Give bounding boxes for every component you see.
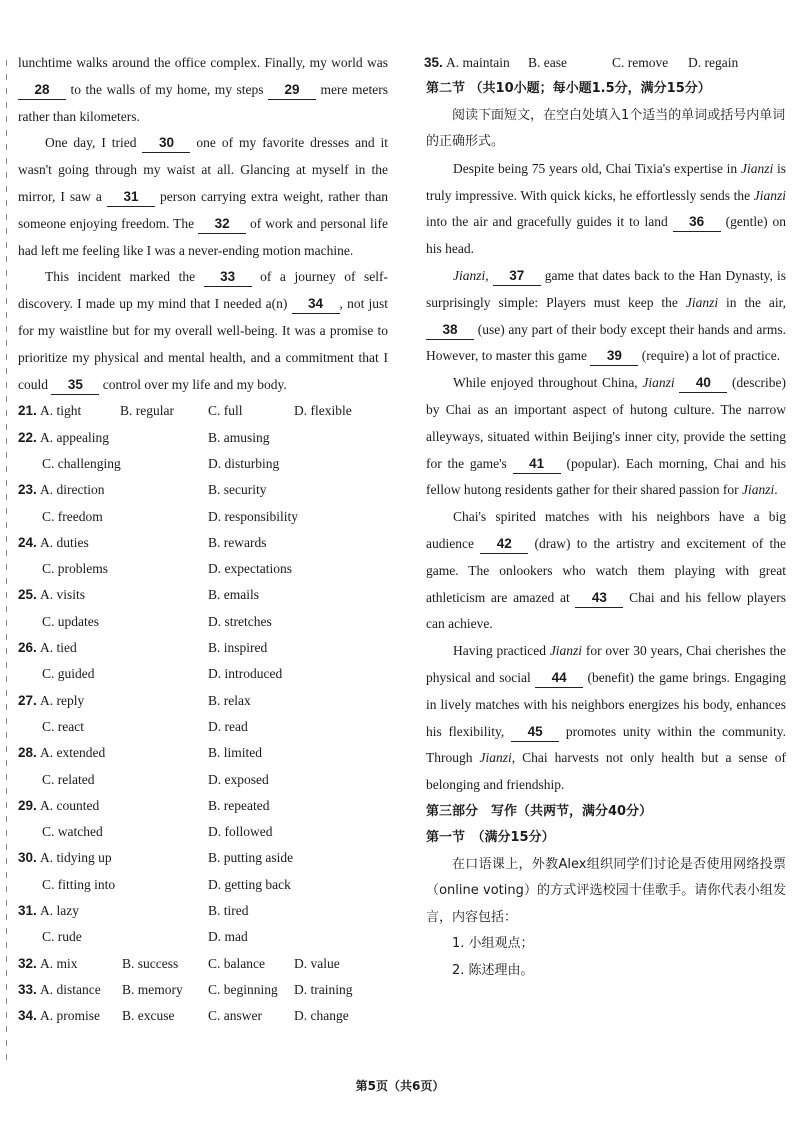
answer-blank-33[interactable]: 33 — [204, 268, 252, 287]
question-number: 25. — [18, 587, 37, 603]
paragraph-text: person carrying extra weight, rather than someone enjoying freedom. The — [18, 188, 388, 231]
option-b: B. regular — [120, 403, 174, 419]
option-b: B. success — [122, 955, 179, 971]
option-c: C. updates — [42, 613, 99, 629]
italic-term: Jianzi — [549, 643, 583, 659]
question-number: 29. — [18, 797, 37, 813]
option-d: D. exposed — [208, 771, 269, 787]
answer-blank-37[interactable]: 37 — [493, 267, 541, 286]
option-b: B. amusing — [208, 429, 270, 445]
option-d: D. getting back — [208, 876, 291, 892]
option-row — [18, 661, 388, 687]
answer-blank-45[interactable]: 45 — [511, 723, 559, 742]
answer-blank-35[interactable]: 35 — [51, 376, 99, 395]
option-b: B. tired — [208, 903, 249, 918]
cloze-passage — [18, 50, 388, 398]
option-a: A. mix — [40, 955, 78, 971]
option-row — [18, 845, 388, 871]
paragraph — [18, 130, 388, 264]
option-row — [18, 556, 388, 582]
option-d: D. responsibility — [208, 508, 298, 524]
option-row — [18, 504, 388, 530]
paragraph-text: promotes unity within the community. Through — [426, 723, 786, 766]
paragraph-text: control over my life and my body. — [99, 376, 287, 392]
paragraph-text: , Chai harvests not only health but a sense of belonging and friendship. — [426, 750, 786, 793]
answer-blank-42[interactable]: 42 — [480, 535, 528, 554]
option-c: C. fitting into — [42, 876, 116, 892]
italic-term: Jianzi — [742, 482, 775, 498]
option-b: B. limited — [208, 745, 262, 761]
answer-blank-43[interactable]: 43 — [575, 589, 623, 608]
paragraph-text: , — [485, 267, 493, 283]
answer-blank-38[interactable]: 38 — [426, 321, 474, 340]
option-row — [18, 872, 388, 898]
option-b: B. security — [208, 482, 267, 498]
paragraph-text: mere meters rather than kilometers. — [18, 81, 388, 124]
option-b: B. relax — [208, 692, 251, 708]
paragraph-text: (popular). Each morning, Chai and his fellow hutong residents gather for their shared passion for — [426, 455, 787, 498]
option-row — [18, 1003, 388, 1029]
answer-blank-32[interactable]: 32 — [198, 215, 246, 234]
option-b: B. memory — [122, 981, 183, 997]
paragraph-text: game that dates back to the Han Dynasty, is surprisingly simple: Players must keep the — [426, 267, 787, 310]
answer-blank-34[interactable]: 34 — [292, 295, 340, 314]
option-b: B. excuse — [122, 1008, 175, 1024]
paragraph — [426, 156, 786, 263]
option-d: D. read — [208, 718, 248, 734]
option-row — [18, 977, 388, 1003]
italic-term: Jianzi — [642, 375, 675, 391]
answer-blank-44[interactable]: 44 — [535, 669, 583, 688]
option-row — [18, 425, 388, 451]
paragraph-text: While enjoyed throughout China, — [453, 375, 643, 391]
option-c: C. related — [42, 771, 95, 787]
paragraph-text: is truly impressive. With quick kicks, he effortlessly sends the — [426, 160, 786, 203]
paragraph-text: for over 30 years, Chai cherishes the physical and social — [426, 643, 786, 685]
option-c: C. guided — [42, 666, 95, 682]
option-c: C. challenging — [42, 455, 121, 471]
option-b: B. repeated — [208, 797, 270, 813]
option-d: D. stretches — [208, 613, 272, 629]
paragraph-text: (require) a lot of practice. — [638, 348, 781, 364]
option-c: C. watched — [42, 824, 103, 840]
question-number: 28. — [18, 745, 37, 761]
paragraph-text: of a journey of self-discovery. I made up my mind that I needed a(n) — [18, 269, 388, 312]
option-a: A. promise — [40, 1008, 100, 1024]
option-row — [18, 609, 388, 635]
paragraph — [426, 638, 786, 799]
paragraph-text: , not just for my waistline but for my overall well-being. It was a promise to prioritize my physical and mental health, and a commitment that I could — [18, 296, 388, 392]
option-row — [18, 688, 388, 714]
paragraph-text: one of my favorite dresses and it wasn't going through my waist at all. Glancing at myself in the mirror, I saw a — [18, 135, 389, 204]
paragraph-text: This incident marked the — [45, 269, 204, 285]
italic-term: Jianzi — [740, 160, 774, 176]
option-a: A. distance — [40, 981, 101, 997]
option-row — [18, 477, 388, 503]
part3-subheading: 第一节 （满分15分） — [426, 830, 555, 846]
option-d: D. disturbing — [208, 455, 280, 471]
cloze-options-2col — [18, 425, 388, 951]
paragraph-text: Having practiced — [453, 643, 550, 659]
option-b: B. emails — [208, 587, 259, 603]
paragraph-text: One day, I tried — [45, 135, 143, 151]
question-number: 34. — [18, 1008, 37, 1024]
option-c: C. beginning — [208, 981, 278, 997]
option-c: C. rude — [42, 929, 82, 945]
paragraph — [18, 264, 388, 398]
italic-term: Jianzi — [453, 267, 486, 283]
writing-task-item-2: 2. 陈述理由。 — [452, 962, 534, 978]
part3-heading: 第三部分 写作（共两节，满分40分） — [426, 803, 653, 819]
question-number: 21. — [18, 403, 37, 419]
italic-term: Jianzi — [753, 187, 786, 203]
question-number: 26. — [18, 640, 37, 656]
paragraph-text: (draw) to the artistry and excitement of the game. The onlookers who watch them playing with great athleticism are amazed at — [426, 535, 786, 605]
option-d: D. change — [294, 1008, 349, 1024]
option-a: A. tied — [40, 640, 77, 656]
option-c: C. full — [208, 403, 243, 419]
paragraph — [18, 50, 388, 130]
option-a: A. visits — [40, 587, 86, 603]
question-number: 32. — [18, 955, 37, 971]
answer-blank-41[interactable]: 41 — [513, 455, 561, 474]
cloze-options-4col — [18, 398, 388, 424]
paragraph — [426, 370, 786, 504]
option-c: C. answer — [208, 1008, 262, 1024]
question-number: 31. — [18, 903, 37, 918]
answer-blank-29[interactable]: 29 — [268, 81, 316, 100]
option-row — [18, 767, 388, 793]
question-number: 23. — [18, 482, 37, 498]
paragraph-text: (describe) by Chai as an important aspect of hutong culture. The narrow alleyways, situated within Beijing's inner city, provide the setting for the game's — [426, 375, 787, 471]
option-row — [18, 398, 388, 424]
cloze-option-35 — [426, 50, 786, 76]
option-a: A. reply — [40, 692, 85, 708]
option-d: D. training — [294, 981, 353, 997]
option-a: A. extended — [40, 745, 106, 761]
question-number: 35. — [424, 55, 443, 70]
option-c: C. remove — [612, 55, 669, 70]
option-d: D. introduced — [208, 666, 283, 682]
question-number: 30. — [18, 850, 37, 866]
paragraph-text: Chai and his fellow players can achieve. — [426, 589, 786, 632]
option-a: A. direction — [40, 482, 105, 498]
option-d: D. mad — [208, 929, 248, 945]
option-b: B. inspired — [208, 640, 268, 656]
paragraph-text: (gentle) on his head. — [426, 214, 786, 257]
option-b: B. putting aside — [208, 850, 294, 866]
paragraph-text: lunchtime walks around the office complex. Finally, my world was — [18, 55, 388, 70]
option-d: D. flexible — [294, 403, 352, 419]
paragraph — [426, 263, 786, 370]
writing-task-item-1: 1. 小组观点； — [452, 936, 534, 952]
option-b: B. ease — [528, 55, 567, 70]
section2-instructions: 阅读下面短文，在空白处填入1个适当的单词或括号内单词的正确形式。 — [426, 107, 786, 150]
answer-blank-40[interactable]: 40 — [679, 374, 727, 393]
left-column — [18, 50, 388, 1029]
paragraph-text: Despite being 75 years old, Chai Tixia's expertise in — [453, 160, 741, 176]
option-row — [426, 50, 786, 76]
option-a: A. tidying up — [40, 850, 112, 866]
option-c: C. balance — [208, 955, 265, 971]
paragraph-text: Chai's spirited matches with his neighbors have a big audience — [426, 509, 786, 551]
option-d: D. regain — [688, 55, 739, 70]
option-c: C. problems — [42, 561, 108, 577]
answer-blank-36[interactable]: 36 — [673, 213, 721, 232]
paragraph-text: . — [774, 482, 778, 498]
page-footer: 第5页（共6页） — [355, 1079, 445, 1093]
italic-term: Jianzi — [685, 294, 719, 310]
paragraph-text: (benefit) the game brings. Engaging in lively matches with his neighbors energizes his body, enhances his flexibility, — [426, 669, 786, 739]
option-a: A. tight — [40, 403, 82, 419]
option-a: A. maintain — [446, 55, 510, 70]
binding-margin-line — [6, 60, 7, 1060]
answer-blank-30[interactable]: 30 — [142, 134, 190, 153]
option-a: A. lazy — [40, 903, 79, 918]
option-row — [18, 530, 388, 556]
option-row — [18, 582, 388, 608]
cloze-options-tail — [18, 951, 388, 1030]
option-c: C. react — [42, 718, 84, 734]
writing-task-prompt: 在口语课上，外教Alex组织同学们讨论是否使用网络投票（online voting）的方式评选校园十佳歌手。请你代表小组发言，内容包括： — [426, 856, 786, 925]
answer-blank-39[interactable]: 39 — [590, 347, 638, 366]
option-d: D. followed — [208, 824, 273, 840]
italic-term: Jianzi — [479, 750, 512, 766]
paragraph-text: of work and personal life had left me feeling like I was a never-ending motion machine. — [18, 215, 388, 258]
option-row — [18, 951, 388, 977]
right-column — [426, 50, 786, 984]
option-a: A. appealing — [40, 429, 109, 445]
option-row — [18, 740, 388, 766]
option-a: A. duties — [40, 534, 89, 550]
grammar-fill-passage — [426, 156, 786, 799]
question-number: 24. — [18, 534, 37, 550]
answer-blank-31[interactable]: 31 — [107, 188, 155, 207]
paragraph-text: in the air, — [718, 294, 786, 310]
option-row — [18, 819, 388, 845]
option-row — [18, 924, 388, 950]
option-b: B. rewards — [208, 534, 267, 550]
paragraph — [426, 504, 786, 638]
option-row — [18, 793, 388, 819]
option-a: A. counted — [40, 797, 100, 813]
paragraph-text: (use) any part of their body except their hands and arms. However, to master this game — [426, 321, 786, 364]
option-row — [18, 714, 388, 740]
option-row — [18, 451, 388, 477]
option-d: D. expectations — [208, 561, 292, 577]
option-c: C. freedom — [42, 508, 103, 524]
answer-blank-28[interactable]: 28 — [18, 81, 66, 100]
question-number: 22. — [18, 429, 37, 445]
section2-heading: 第二节 （共10小题；每小题1.5分，满分15分） — [426, 81, 711, 97]
paragraph-text: to the walls of my home, my steps — [66, 81, 269, 97]
option-row — [18, 635, 388, 661]
question-number: 27. — [18, 692, 37, 708]
option-row — [18, 898, 388, 924]
question-number: 33. — [18, 981, 37, 997]
paragraph-text: into the air and gracefully guides it to land — [426, 214, 673, 230]
option-d: D. value — [294, 955, 340, 971]
